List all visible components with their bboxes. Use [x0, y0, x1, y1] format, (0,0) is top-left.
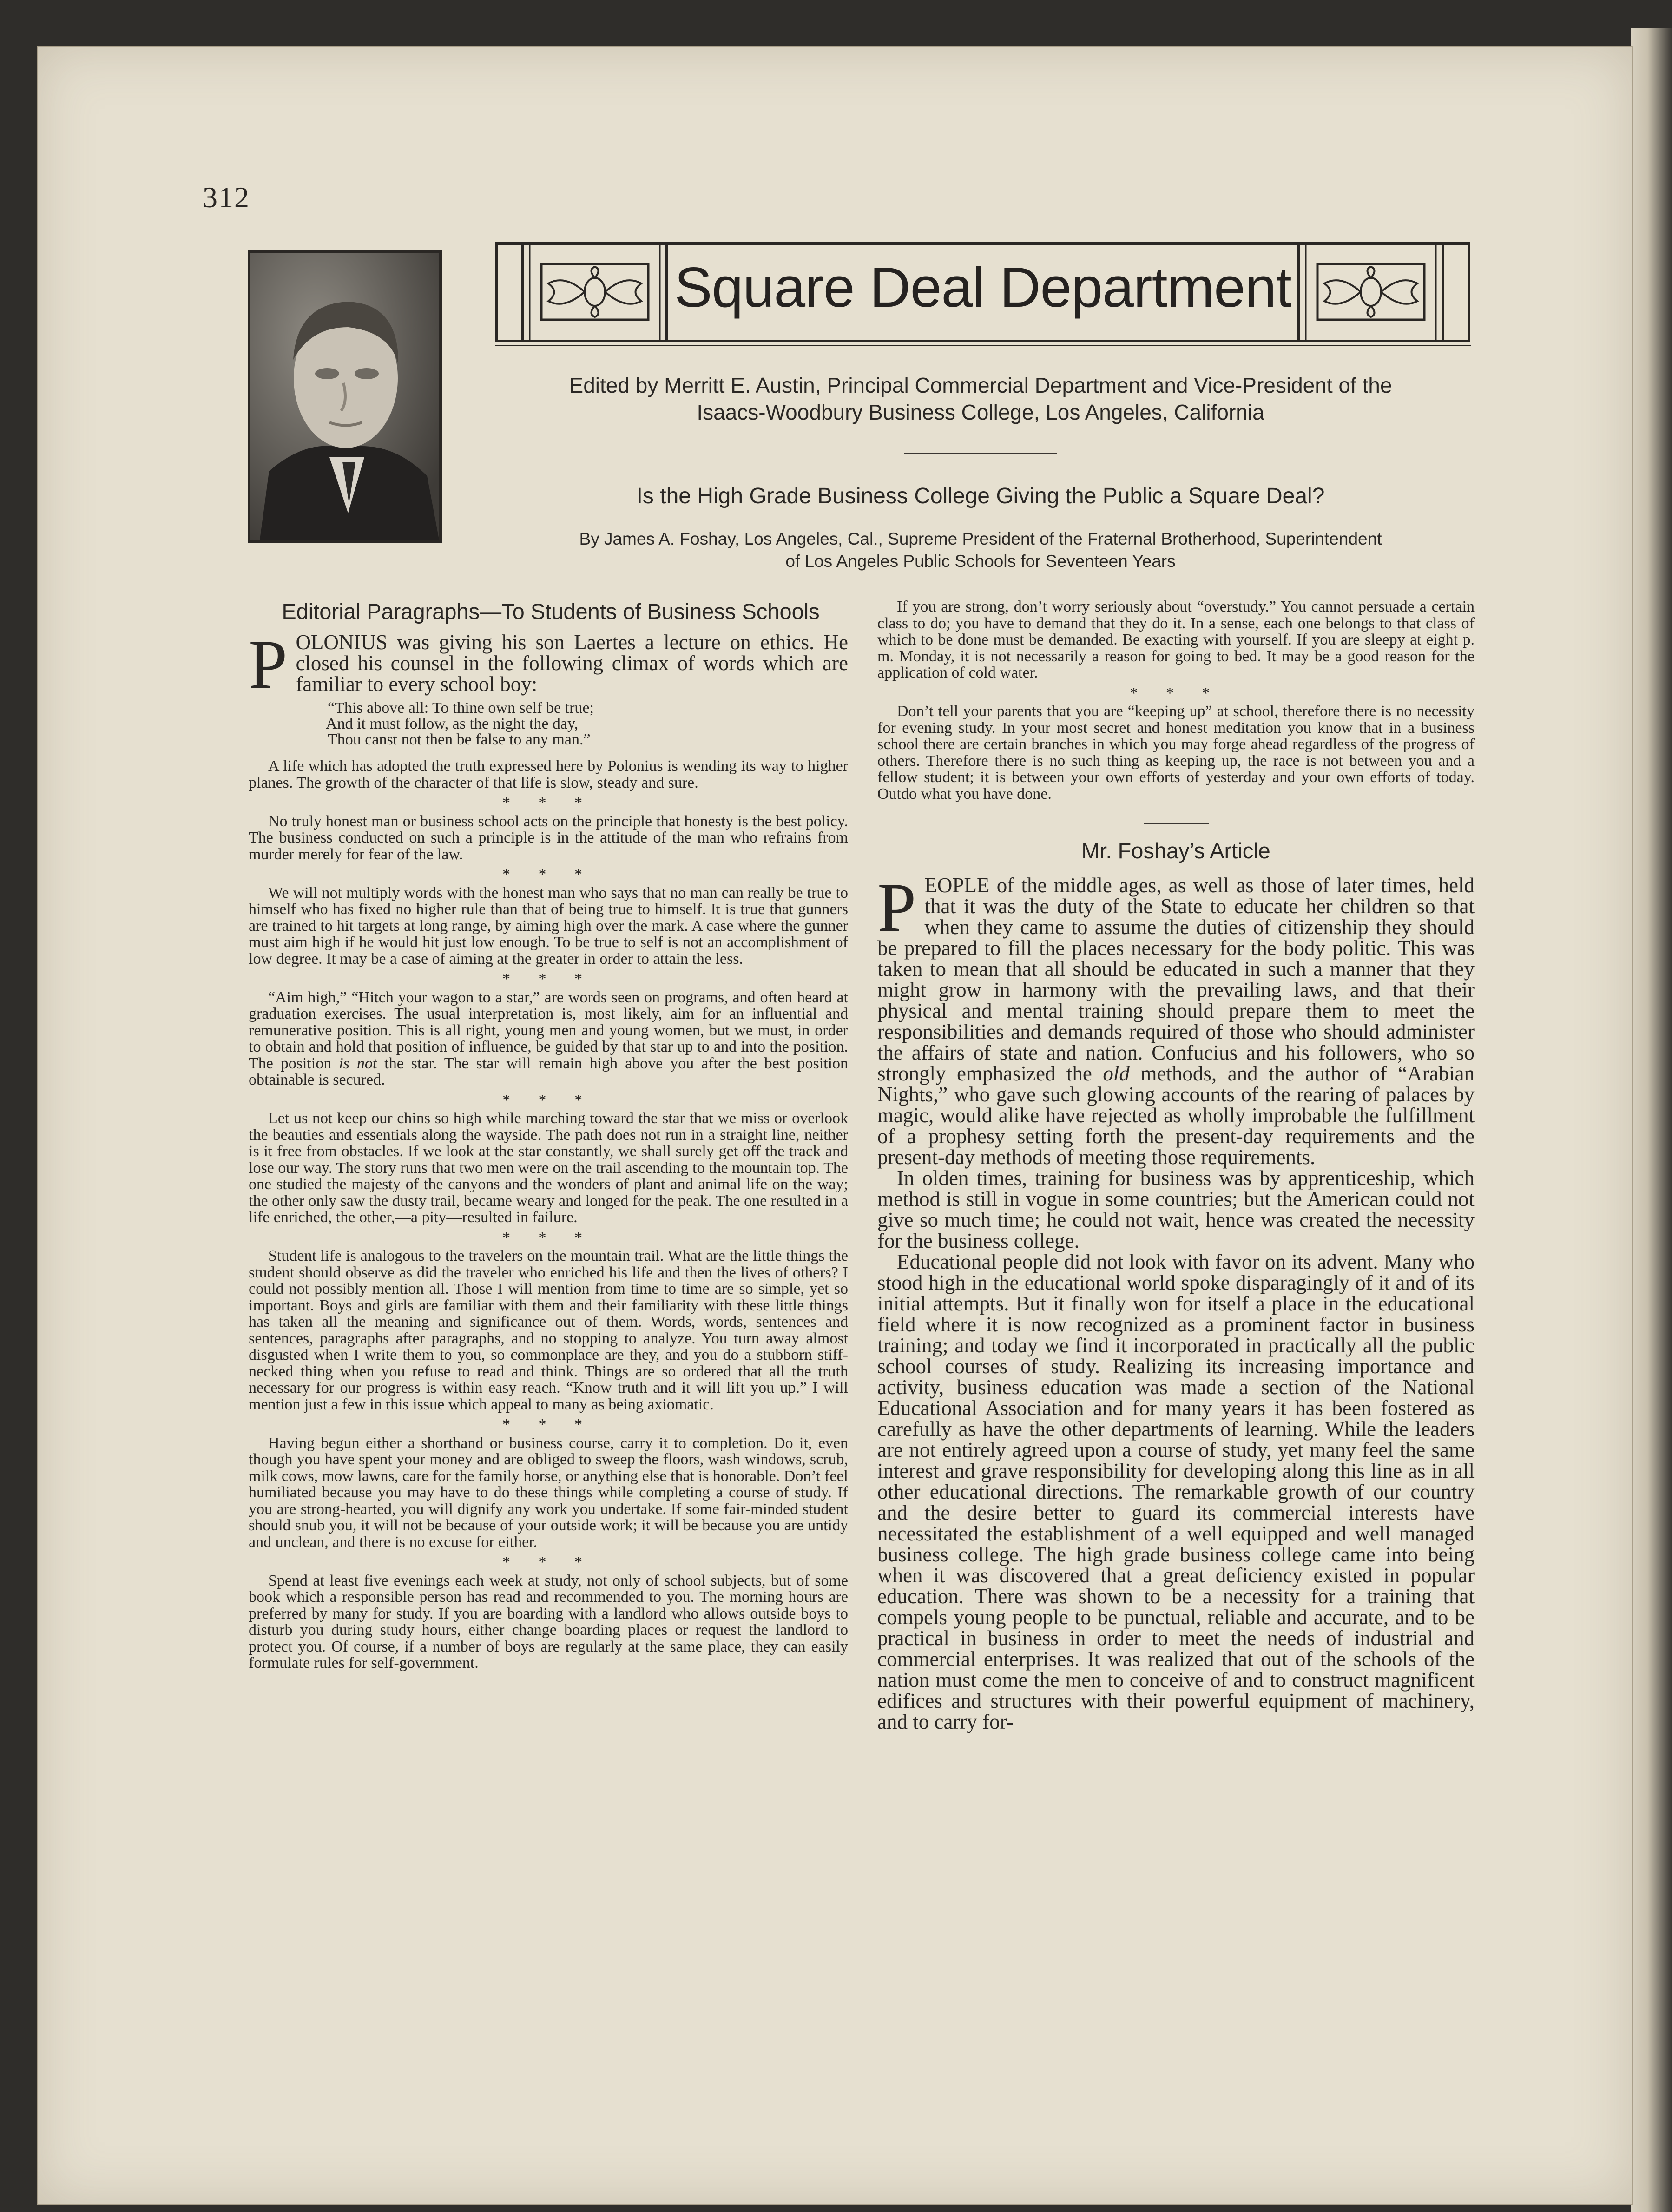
department-title: Square Deal Department	[674, 256, 1291, 319]
text-run: EOPLE of the middle ages, as well as those of later times, held that it was the duty of the State to educate her children so that when they came to assume the duties of citizenship they should be prepared to fill the places necessary for the body politic. This was taken to mean that all should be educated in such a manner that they might grow in harmony with the prevailing laws, and that their physical and mental training should prepare them to meet the responsibilities and demands required of those who should administer the affairs of state and nation. Confucius and his followers, who so strongly emphasized the	[877, 873, 1475, 1085]
foshay-heading: Mr. Foshay’s Article	[1081, 838, 1270, 863]
section-separator: * * *	[502, 1091, 594, 1109]
paragraph: Let us not keep our chins so high while marching toward the star that we miss or overlook the beauties and essentials along the wayside. The path does not run in a straight line, neither is it free from obstacles. If we look at the star constantly, we shall surely get off the track and lose our way. The story runs that two men were on the trail ascending to the mountain top. The one studied the majesty of the canyons and the wonders of plant and animal life on the way; the other only saw the dusty trail, became weary and longed for the peak. The one resulted in a life enriched, the other,—a pity—resulted in failure.	[249, 1110, 848, 1226]
verse-line: Thou canst not then be false to any man.”	[328, 731, 591, 748]
paragraph: Don’t tell your parents that you are “keeping up” at school, therefore there is no necessity for evening study. In your most secret and honest meditation you know that in a business school there are certain branches in which you may forge ahead regardless of the progress of others. Therefore there is no such thing as keeping up, the race is not between you and a fellow student; it is between your own efforts of yesterday and your own efforts of today. Outdo what you have done.	[877, 703, 1475, 803]
byline	[465, 528, 1496, 573]
paragraph: A life which has adopted the truth expressed here by Polonius is wending its way to higher planes. The growth of the character of that life is slow, steady and sure.	[249, 757, 848, 791]
text-run: the star. The star will remain high above you after the best position obtainable is secured.	[249, 1054, 849, 1088]
paragraph: Student life is analogous to the travelers on the mountain trail. What are the little things the student should observe as did the traveler who enriched his life and then the lives of others? I could not possibly mention all. Those I will mention from time to time are so simple, yet so important. Boys and girls are familiar with them and their familiarity with these little things has taken all the meaning and significance out of them. Words, words, sentences and sentences, paragraphs after paragraphs, and no stopping to analyze. You turn away almost disgusted when I write them to you, so commonplace are they, and you do a stubborn stiff-necked thing when you refuse to read and think. Things are so ordered that all the truth necessary for our progress is within easy reach. “Know truth and it will lift you up.” I will mention just a few in this issue which appeal to many as being axiomatic.	[249, 1247, 848, 1413]
byline-line-1: By James A. Foshay, Los Angeles, Cal., Supreme President of the Fraternal Brotherhood, Superintendent	[579, 529, 1382, 548]
section-separator: * * *	[502, 970, 594, 988]
foshay-article	[877, 869, 1475, 1733]
portrait-image	[250, 253, 439, 540]
paragraph: Having begun either a shorthand or business course, carry it to completion. Do it, even though you have spent your money and are obliged to sweep the floors, wash windows, scrub, milk cows, mow lawns, care for the family horse, or anything else that is honorable. Don’t feel humiliated because you may have to do these things while completing a course of study. If you are strong-hearted, you will dignify any work you undertake. If some fair-minded student should snub you, it will not be because of your outside work; it will be because you are untidy and unclean, and there is no excuse for either.	[249, 1434, 848, 1551]
ornament-right-icon	[1324, 267, 1417, 317]
section-separator: * * *	[502, 866, 594, 883]
emphasis: old	[1103, 1061, 1130, 1085]
verse-line: And it must follow, as the night the day,	[326, 715, 579, 732]
text-run: methods, and the author of “Arabian Nights,” who gave such glowing accounts of the rearing of palaces by magic, would alike have rejected as wholly improbable the fulfillment of a prophesy setting forth the present-day requirements and the present-day methods of meeting those requirements.	[877, 1061, 1475, 1169]
page-number: 312	[203, 181, 250, 214]
editorial-intro	[249, 626, 848, 703]
paragraph	[249, 989, 848, 1088]
byline-line-2: of Los Angeles Public Schools for Seventeen Years	[785, 552, 1176, 571]
polonius-verse	[328, 700, 848, 748]
editor-credit	[465, 372, 1496, 426]
paragraph: In olden times, training for business was by apprenticeship, which method is still in vogue in some countries; but the American could not give so much time; he could not wait, hence was created the necessity for the business college.	[877, 1166, 1475, 1252]
department-banner	[495, 242, 1471, 346]
paragraph: Spend at least five evenings each week at study, not only of school subjects, but of some book which a responsible person has read and recommended to you. The morning hours are preferred by many for study. If you are boarding with a landlord who allows outside boys to disturb you during study hours, either change boarding places or request the landlord to protect you. Of course, if a number of boys are regularly at the same place, they can easily formulate rules for self-government.	[249, 1572, 848, 1672]
ornament-left-icon	[548, 267, 641, 317]
drop-cap: P	[249, 626, 288, 703]
editorial-heading: Editorial Paragraphs—To Students of Business Schools	[282, 599, 820, 624]
verse-line: “This above all: To thine own self be true;	[328, 699, 594, 717]
drop-cap: P	[877, 869, 916, 946]
author-portrait	[248, 250, 442, 543]
emphasis: is not	[339, 1054, 377, 1072]
text-run: “Aim high,” “Hitch your wagon to a star,” are words seen on programs, and often heard at graduation exercises. The usual interpretation is, most likely, aim for an influential and remunerative position. This is all right, young men and young women, but we must, in order to obtain and hold that position of influence, be guided by that star up to and into the position. The position	[249, 988, 848, 1072]
section-separator: * * *	[502, 1554, 594, 1571]
section-separator: * * *	[502, 1229, 594, 1246]
left-column	[249, 626, 849, 1675]
adjacent-page-edge	[1631, 28, 1672, 2212]
paragraph: No truly honest man or business school acts on the principle that honesty is the best policy. The business conducted on such a principle is in the attitude of the man who refrains from murder merely for fear of the law.	[249, 812, 848, 863]
section-separator: * * *	[1130, 684, 1222, 702]
section-separator: * * *	[502, 794, 594, 811]
intro-text: OLONIUS was giving his son Laertes a lecture on ethics. He closed his counsel in the following climax of words which are familiar to every school boy:	[296, 631, 848, 696]
divider-rule	[904, 453, 1057, 454]
paragraph: We will not multiply words with the honest man who says that no man can really be true to himself who has fixed no higher rule than that of being true to himself. It is true that gunners are trained to hit targets at long range, by aiming high over the mark. A case where the gunner must aim high if he would hit just low enough. To be true to self is not an accomplishment of low degree. It may be a case of aiming at the greater in order to attain the less.	[249, 884, 848, 968]
divider-rule	[1144, 823, 1209, 824]
paragraph: If you are strong, don’t worry seriously about “overstudy.” You cannot persuade a certain class to do; you have to demand that they do it. In a sense, each one belongs to that class of which to be done must be demanded. Be exacting with yourself. If you are sleepy at eight p. m. Monday, it is not necessarily a reason for going to bed. It may be a good reason for the application of cold water.	[877, 598, 1475, 681]
section-separator: * * *	[502, 1416, 594, 1433]
article-title: Is the High Grade Business College Giving the Public a Square Deal?	[636, 484, 1325, 508]
editor-line-2: Isaacs-Woodbury Business College, Los Angeles, California	[697, 400, 1264, 424]
right-column	[877, 599, 1475, 1732]
editor-line-1: Edited by Merritt E. Austin, Principal Commercial Department and Vice-President of the	[569, 373, 1392, 397]
paragraph: Educational people did not look with favor on its advent. Many who stood high in the educational world spoke disparagingly of it and of its initial attempts. But it finally won for itself a place in the educational field where it is now recognized as a prominent factor in business training; and today we find it incorporated in practically all the public school courses of study. Realizing its increasing importance and activity, business education was made a section of the National Educational Association and for many years it has been fostered as carefully as have the other departments of learning. While the leaders are not entirely agreed upon a course of study, yet many feel the same interest and grave responsibility for developing along this line as in all other educational directions. The remarkable growth of our country and the desire better to guard its commercial interests have necessitated the establishment of a well equipped and well managed business college. The high grade business college came into being when it was discovered that a great deficiency existed in popular education. There was shown to be a necessity for a training that compels young people to be punctual, reliable and accurate, and to be practical in business in order to meet the needs of industrial and commercial enterprises. It was realized that out of the schools of the nation must come the men to conceive of and to construct magnificent edifices and structures with their powerful equipment of machinery, and to carry for-	[877, 1250, 1475, 1733]
